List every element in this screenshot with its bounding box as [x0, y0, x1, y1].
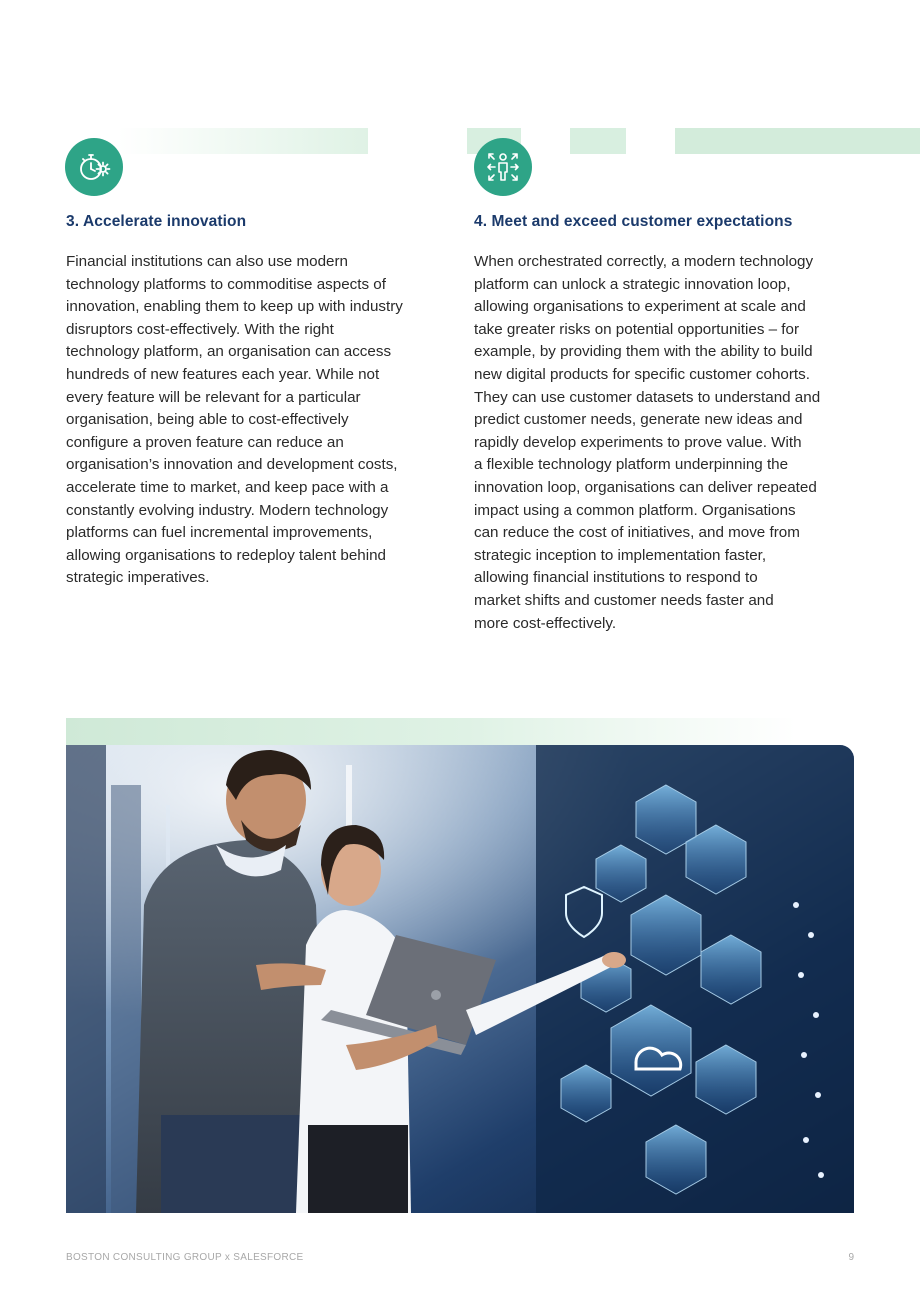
text-line: innovation, enabling them to keep up with industry — [66, 298, 403, 316]
text-line: allowing organisations to redeploy talent behind — [66, 546, 386, 564]
text-line: platform can unlock a strategic innovation loop, — [474, 275, 791, 293]
text-line: disruptors cost-effectively. With the right — [66, 320, 334, 338]
decorative-band — [118, 128, 368, 154]
text-line: platforms can fuel incremental improvements, — [66, 524, 373, 542]
text-line: strategic imperatives. — [66, 569, 210, 587]
text-line: a flexible technology platform underpinning the — [474, 456, 789, 474]
text-line: new digital products for specific customer cohorts. — [474, 365, 810, 383]
text-line: allowing organisations to experiment at scale and — [474, 298, 806, 316]
footer-credit: BOSTON CONSULTING GROUP x SALESFORCE — [66, 1252, 304, 1263]
text-line: example, by providing them with the ability to build — [474, 343, 813, 361]
text-line: constantly evolving industry. Modern technology — [66, 501, 389, 519]
decorative-band — [66, 718, 796, 745]
text-line: predict customer needs, generate new ideas and — [474, 411, 803, 429]
text-line: can reduce the cost of initiatives, and move from — [474, 524, 800, 542]
person-arrows-icon — [474, 138, 532, 196]
text-line: rapidly develop experiments to prove value. With — [474, 433, 802, 451]
section-heading: 4. Meet and exceed customer expectations — [474, 213, 793, 230]
text-line: market shifts and customer needs faster and — [474, 591, 774, 609]
section-heading: 3. Accelerate innovation — [66, 213, 247, 230]
decorative-band — [675, 128, 920, 154]
section-body — [474, 251, 864, 635]
text-line: organisation’s innovation and development costs, — [66, 456, 398, 474]
text-line: innovation loop, organisations can deliver repeated — [474, 478, 817, 496]
text-line: strategic inception to implementation faster, — [474, 546, 767, 564]
text-line: impact using a common platform. Organisations — [474, 501, 796, 519]
text-line: more cost-effectively. — [474, 614, 617, 632]
text-line: hundreds of new features each year. While not — [66, 365, 380, 383]
text-line: accelerate time to market, and keep pace with a — [66, 478, 389, 496]
text-line: take greater risks on potential opportunities – for — [474, 320, 800, 338]
text-line: configure a proven feature can reduce an — [66, 433, 344, 451]
text-line: When orchestrated correctly, a modern technology — [474, 253, 814, 270]
text-line: every feature will be relevant for a particular — [66, 388, 361, 406]
text-line: allowing financial institutions to respond to — [474, 569, 758, 587]
section-body — [66, 251, 456, 590]
text-line: organisation, being able to cost-effectively — [66, 411, 349, 429]
text-line: technology platform, an organisation can access — [66, 343, 392, 361]
text-line: technology platforms to commoditise aspects of — [66, 275, 386, 293]
text-line: Financial institutions can also use modern — [66, 253, 348, 270]
page-number: 9 — [848, 1252, 854, 1263]
decorative-band — [570, 128, 626, 154]
stopwatch-gear-icon — [65, 138, 123, 196]
text-line: They can use customer datasets to understand and — [474, 388, 821, 406]
hero-photo — [66, 745, 854, 1213]
